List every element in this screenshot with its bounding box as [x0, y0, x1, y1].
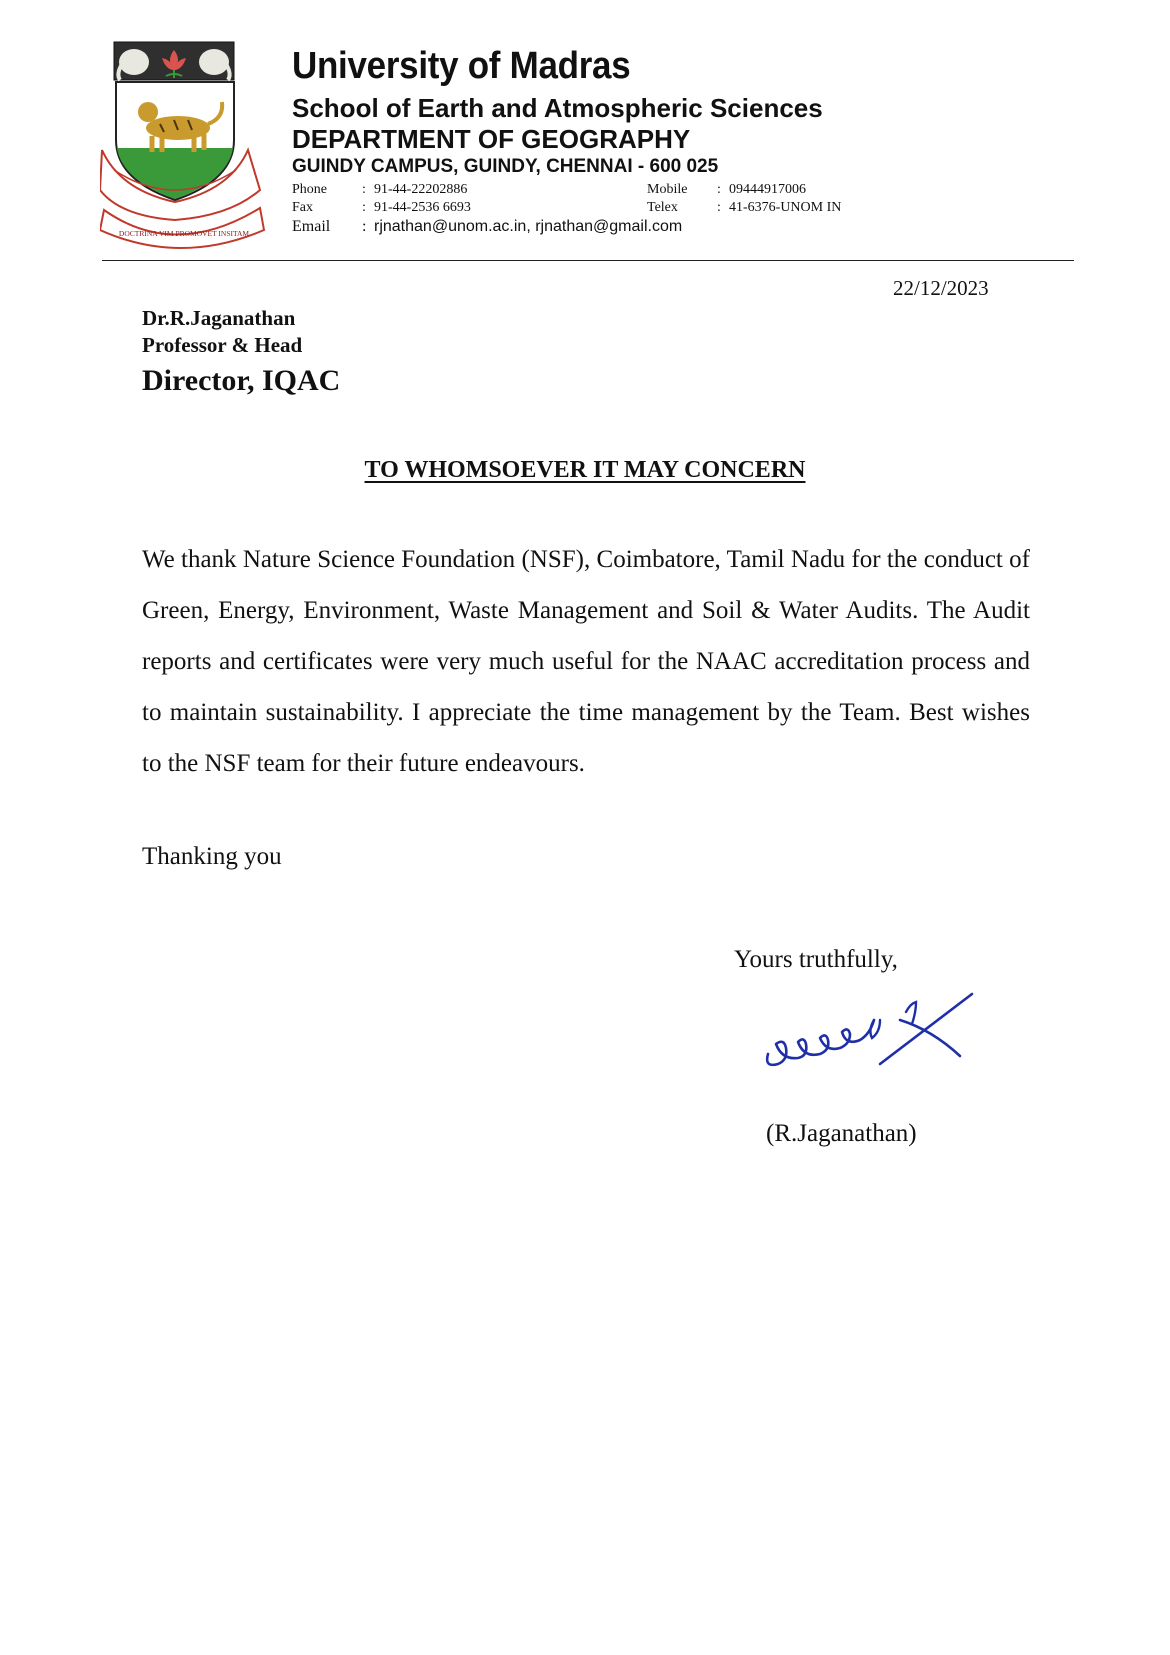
sender-role: Director, IQAC	[142, 364, 341, 397]
sender-name: Dr.R.Jaganathan	[142, 306, 296, 330]
department-name: DEPARTMENT OF GEOGRAPHY	[292, 124, 691, 154]
fax-label: Fax	[292, 200, 313, 215]
svg-text:DOCTRINA VIM PROMOVET INSITAM: DOCTRINA VIM PROMOVET INSITAM	[118, 229, 250, 238]
subject-text: TO WHOMSOEVER IT MAY CONCERN	[364, 457, 806, 483]
sender-title: Professor & Head	[142, 333, 303, 357]
thanking-line: Thanking you	[142, 843, 282, 870]
sender-block	[142, 305, 340, 401]
fax-value: 91-44-2536 6693	[374, 200, 471, 215]
campus-address: GUINDY CAMPUS, GUINDY, CHENNAI - 600 025	[292, 156, 719, 177]
letter-date: 22/12/2023	[893, 276, 989, 300]
letterhead-divider	[102, 260, 1074, 261]
telex-label: Telex	[647, 200, 678, 215]
telex-value: 41-6376-UNOM IN	[729, 200, 842, 215]
phone-value: 91-44-22202886	[374, 182, 468, 197]
mobile-separator: :	[717, 182, 721, 197]
mobile-value: 09444917006	[729, 182, 806, 197]
university-emblem-icon	[100, 40, 266, 254]
contact-details	[292, 182, 1092, 242]
fax-separator: :	[362, 200, 366, 215]
phone-label: Phone	[292, 182, 327, 197]
phone-separator: :	[362, 182, 366, 197]
university-name: University of Madras	[292, 45, 631, 87]
signatory-name: (R.Jaganathan)	[766, 1120, 917, 1147]
telex-separator: :	[717, 200, 721, 215]
mobile-label: Mobile	[647, 182, 688, 197]
letter-body: We thank Nature Science Foundation (NSF), Coimbatore, Tamil Nadu for the conduct of Green, Energy, Environment, Waste Management and Soil & Water Audits. The Audit reports and certificates were very much useful for the NAAC accreditation process and to maintain sustainability. I appreciate the time management by the Team. Best wishes to the NSF team for their future endeavours.	[142, 546, 1030, 777]
handwritten-signature-icon	[762, 990, 992, 1100]
subject-heading	[0, 457, 1170, 484]
email-separator: :	[362, 218, 367, 235]
closing-line: Yours truthfully,	[734, 946, 898, 973]
email-label: Email	[292, 218, 331, 235]
letterhead	[292, 44, 1092, 242]
email-value[interactable]: rjnathan@unom.ac.in, rjnathan@gmail.com	[374, 218, 683, 235]
school-name: School of Earth and Atmospheric Sciences	[292, 93, 823, 123]
